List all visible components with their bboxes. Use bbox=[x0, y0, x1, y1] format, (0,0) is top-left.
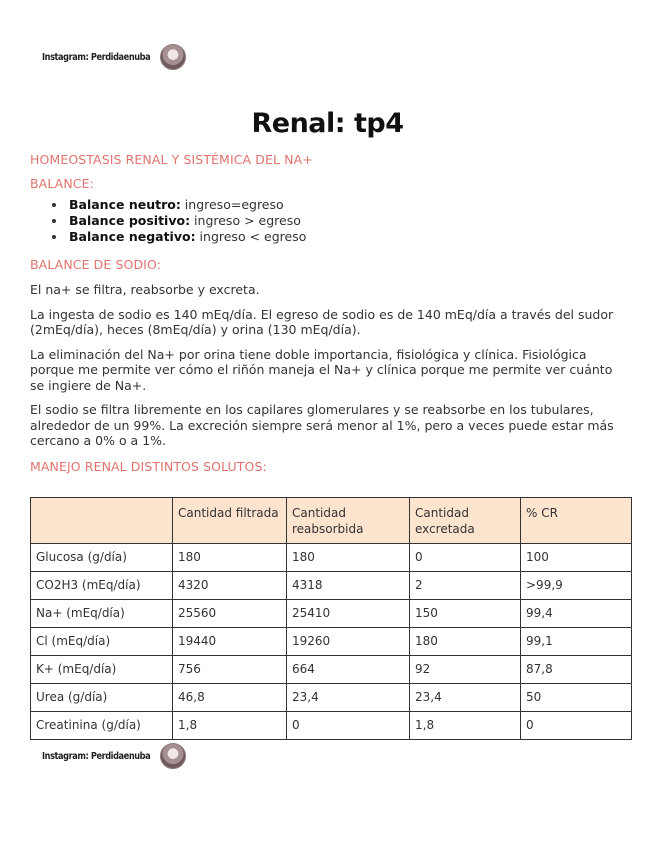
table-row: Creatinina (g/día) 1,8 0 1,8 0 bbox=[31, 712, 632, 740]
balance-heading: BALANCE: bbox=[30, 176, 94, 191]
solutes-table bbox=[30, 497, 632, 740]
avatar bbox=[160, 44, 186, 70]
instagram-credit-bottom bbox=[42, 743, 186, 769]
instagram-label: Instagram: Perdidaenuba bbox=[42, 51, 151, 63]
solutos-heading: MANEJO RENAL DISTINTOS SOLUTOS: bbox=[30, 458, 267, 474]
page-title: Renal: tp4 bbox=[251, 108, 404, 139]
table-header-cell: % CR bbox=[521, 498, 632, 544]
instagram-label: Instagram: Perdidaenuba bbox=[42, 750, 151, 762]
document-body bbox=[30, 152, 626, 474]
table-row: Glucosa (g/día) 180 180 0 100 bbox=[31, 544, 632, 572]
table-row: K+ (mEq/día) 756 664 92 87,8 bbox=[31, 656, 632, 684]
list-item: • Balance neutro: ingreso=egreso bbox=[67, 197, 626, 213]
sodio-heading: BALANCE DE SODIO: bbox=[30, 257, 161, 272]
paragraph: El sodio se filtra libremente en los capilares glomerulares y se reabsorbe en los tubulares, alrededor de un 99%. La excreción siempre será menor al 1%, pero a veces puede estar más cercano a 0% o a 1%. bbox=[30, 402, 614, 448]
table-row: Na+ (mEq/día) 25560 25410 150 99,4 bbox=[31, 600, 632, 628]
paragraph: La eliminación del Na+ por orina tiene doble importancia, fisiológica y clínica. Fisiológica porque me permite ver cómo el riñón maneja el Na+ y clínica porque me permite ver cuánto se ingiere de Na+. bbox=[30, 346, 613, 393]
table-header-row bbox=[31, 498, 632, 544]
table-row: Cl (mEq/día) 19440 19260 180 99,1 bbox=[31, 628, 632, 656]
list-item: • Balance negativo: ingreso < egreso bbox=[67, 229, 626, 245]
paragraph: La ingesta de sodio es 140 mEq/día. El egreso de sodio es de 140 mEq/día a través del sudor (2mEq/día), heces (8mEq/día) y orina (130 mEq/día). bbox=[30, 306, 614, 337]
balance-list bbox=[30, 197, 626, 245]
avatar bbox=[160, 743, 186, 769]
homeostasis-heading: HOMEOSTASIS RENAL Y SISTÉMICA DEL NA+ bbox=[30, 152, 313, 167]
instagram-credit-top bbox=[42, 44, 186, 70]
table-row: CO2H3 (mEq/día) 4320 4318 2 >99,9 bbox=[31, 572, 632, 600]
table-row: Urea (g/día) 46,8 23,4 23,4 50 bbox=[31, 684, 632, 712]
table-header-cell: Cantidad excretada bbox=[410, 498, 521, 544]
table-header-cell bbox=[31, 498, 173, 544]
table-header-cell: Cantidad reabsorbida bbox=[287, 498, 410, 544]
table-header-cell: Cantidad filtrada bbox=[173, 498, 287, 544]
list-item: • Balance positivo: ingreso > egreso bbox=[67, 213, 626, 229]
paragraph: El na+ se filtra, reabsorbe y excreta. bbox=[30, 282, 260, 297]
